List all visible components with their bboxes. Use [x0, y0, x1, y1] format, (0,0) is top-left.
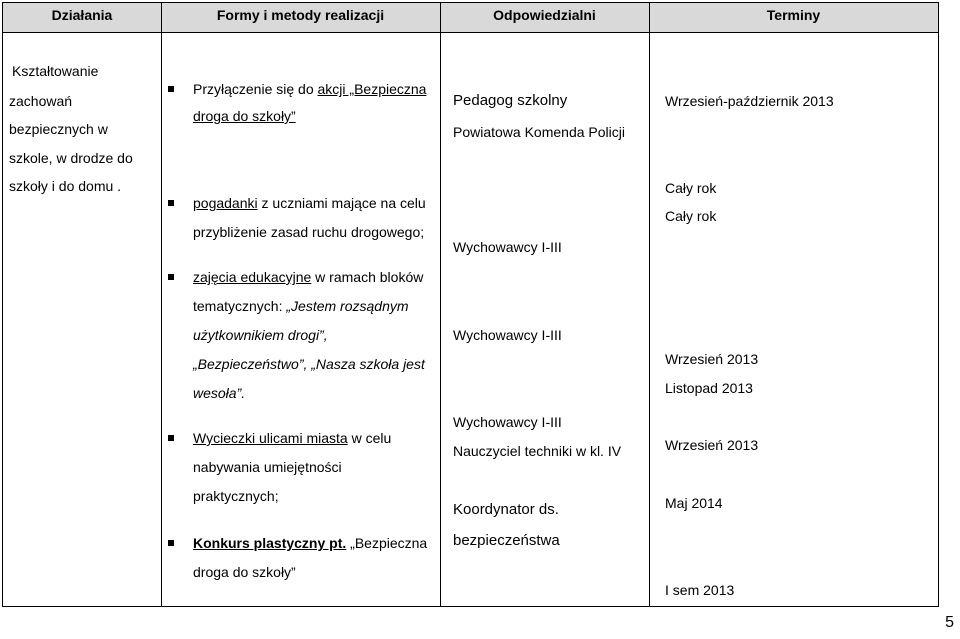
term-2: Cały rok: [665, 180, 717, 196]
page-number: 5: [945, 614, 954, 631]
responsible-1: Pedagog szkolny: [453, 92, 568, 109]
col-divider-3: [649, 3, 650, 606]
form-4-line-1: Wycieczki ulicami miasta w celu: [193, 430, 392, 446]
form-3-line-3: użytkownikiem drogi”,: [193, 327, 328, 343]
bullet-icon: [168, 200, 174, 206]
term-3: Cały rok: [665, 208, 717, 224]
term-4: Wrzesień 2013: [665, 351, 759, 367]
header-responsible: Odpowiedzialni: [493, 7, 596, 23]
form-5-line-1: Konkurs plastyczny pt. „Bezpieczna: [193, 535, 428, 551]
responsible-6: Nauczyciel techniki w kl. IV: [453, 443, 622, 459]
action-line-3: bezpiecznych w: [9, 121, 108, 137]
form-3-line-1: zajęcia edukacyjne w ramach bloków: [193, 269, 424, 285]
form-4-line-2: nabywania umiejętności: [193, 459, 342, 475]
term-5: Listopad 2013: [665, 380, 753, 396]
responsible-7: Koordynator ds.: [453, 501, 559, 518]
form-1-line-1: Przyłączenie się do akcji „Bezpieczna: [193, 81, 427, 97]
term-1: Wrzesień-październik 2013: [665, 93, 834, 109]
form-3-line-2: tematycznych: „Jestem rozsądnym: [193, 298, 409, 314]
header-forms: Formy i metody realizacji: [216, 7, 385, 23]
action-line-1: Kształtowanie: [12, 63, 99, 79]
header-divider: [3, 32, 938, 33]
term-6: Wrzesień 2013: [665, 437, 759, 453]
action-line-4: szkole, w drodze do: [9, 150, 133, 166]
responsible-8: bezpieczeństwa: [453, 532, 560, 549]
action-line-5: szkoły i do domu .: [9, 178, 122, 194]
form-3-line-5: wesoła”.: [193, 385, 246, 401]
form-1-line-2: droga do szkoły”: [193, 108, 296, 124]
responsible-3: Wychowawcy I-III: [453, 239, 562, 255]
form-2-line-1: pogadanki z uczniami mające na celu: [193, 195, 426, 211]
responsible-5: Wychowawcy I-III: [453, 414, 562, 430]
bullet-icon: [168, 86, 174, 92]
form-4-line-3: praktycznych;: [193, 488, 279, 504]
bullet-icon: [168, 435, 174, 441]
term-7: Maj 2014: [665, 495, 723, 511]
bullet-icon: [168, 540, 174, 546]
form-2-line-2: przybliżenie zasad ruchu drogowego;: [193, 224, 425, 240]
term-8: I sem 2013: [665, 582, 735, 598]
action-line-2: zachowań: [9, 93, 73, 109]
responsible-4: Wychowawcy I-III: [453, 327, 562, 343]
responsible-2: Powiatowa Komenda Policji: [453, 124, 625, 140]
header-actions: Działania: [51, 7, 113, 23]
bullet-icon: [168, 274, 174, 280]
form-5-line-2: droga do szkoły”: [193, 564, 296, 580]
col-divider-2: [440, 3, 441, 606]
col-divider-1: [161, 3, 162, 606]
header-terms: Terminy: [766, 7, 821, 23]
form-3-line-4: „Bezpieczeństwo”, „Nasza szkoła jest: [193, 356, 425, 372]
